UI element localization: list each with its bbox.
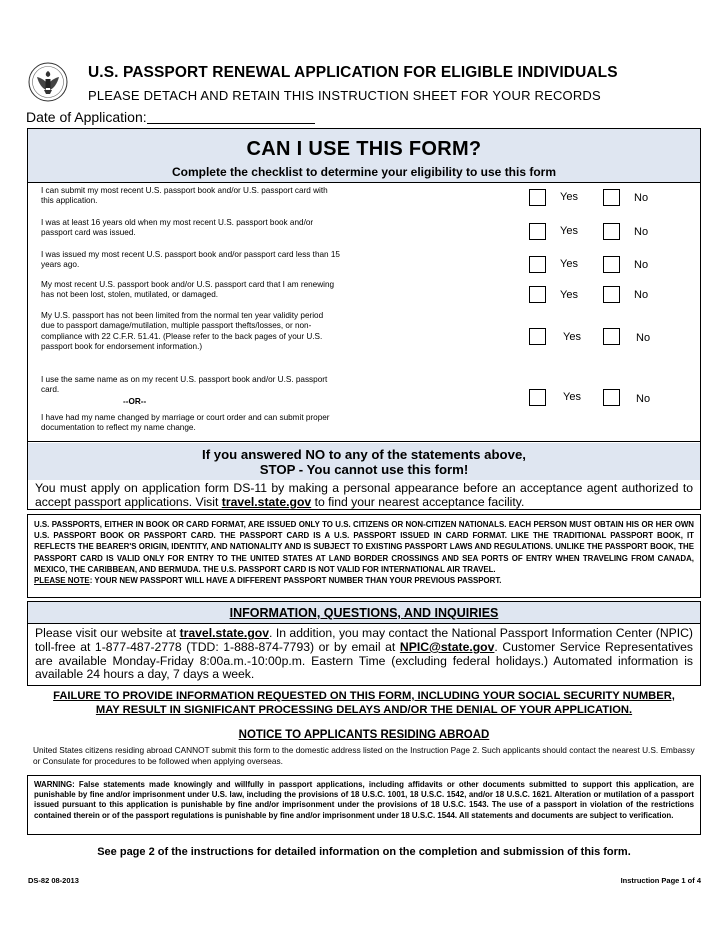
abroad-text: United States citizens residing abroad CANNOT submit this form to the domestic address listed on the Instruction Page 2. Such applicants should contact the nearest U.S. Embassy or Consulate for procedures to be followed when applying overseas. — [33, 745, 695, 767]
stop-line-1: If you answered NO to any of the statements above, — [202, 447, 526, 462]
info-text: . Customer Service Representatives are available Monday-Friday 8:00a.m.-10:00p.m. Eastern Time (excluding federal holidays.) Automated information is available 24 hours a day, 7 days a week. — [35, 639, 694, 682]
item-1-yes-checkbox[interactable] — [529, 189, 546, 206]
no-label: No — [634, 259, 649, 271]
information-box — [27, 601, 701, 686]
no-label: No — [634, 226, 649, 238]
information-heading: INFORMATION, QUESTIONS, AND INQUIRIES — [229, 606, 499, 620]
yes-label: Yes — [560, 289, 578, 301]
item-2-yes-checkbox[interactable] — [529, 223, 546, 240]
checklist-heading: CAN I USE THIS FORM? — [246, 138, 482, 160]
eligibility-checklist — [27, 128, 701, 510]
warning-box — [27, 775, 701, 835]
yes-label: Yes — [560, 191, 578, 203]
yes-label: Yes — [563, 391, 581, 403]
please-note-label: PLEASE NOTE — [34, 576, 90, 586]
no-label: No — [634, 192, 649, 204]
abroad-heading: NOTICE TO APPLICANTS RESIDING ABROAD — [238, 729, 490, 741]
item-4-no-checkbox[interactable] — [603, 286, 620, 303]
citizens-notice-box — [27, 514, 701, 598]
checklist-subheading: Complete the checklist to determine your eligibility to use this form — [171, 165, 557, 179]
warning-text: WARNING: False statements made knowingly and willfully in passport applications, including affidavits or other documents submitted to support this application, are punishable by fine and/or imprisonment under U.S. law, including the provisions of 18 U.S.C. 1001, 18 U.S.C. 1542, and/or 18 U.S.C. 1621. Alteration or mutilation of a passport issued pursuant to this application is punishable by fine and/or imprisonment under the provisions of 18 U.S.C. 1543. The use of a passport in violation of the restrictions contained therein or of the passport regulations is punishable by fine and/or imprisonment under 18 U.S.C. 1544. All statements and documents are subject to verification. — [34, 780, 694, 820]
checklist-item-4: My most recent U.S. passport book and/or U.S. passport card that I am renewing has not been lost, stolen, mutilated, or damaged. — [41, 280, 335, 300]
checklist-item-2: I was at least 16 years old when my most recent U.S. passport book and/or passport card was issued. — [41, 218, 314, 238]
apply-text-end: to find your nearest acceptance facility. — [311, 495, 525, 509]
citizens-notice — [34, 519, 694, 586]
no-label: No — [636, 332, 651, 344]
checklist-item-1: I can submit my most recent U.S. passport book and/or U.S. passport card with this application. — [41, 186, 328, 206]
item-6-yes-checkbox[interactable] — [529, 389, 546, 406]
item-2-no-checkbox[interactable] — [603, 223, 620, 240]
failure-notice — [27, 690, 701, 717]
item-3-yes-checkbox[interactable] — [529, 256, 546, 273]
please-note-text: : YOUR NEW PASSPORT WILL HAVE A DIFFERENT PASSPORT NUMBER THAN YOUR PREVIOUS PASSPORT. — [89, 576, 502, 586]
great-seal-icon — [28, 62, 68, 102]
item-5-no-checkbox[interactable] — [603, 328, 620, 345]
item-3-no-checkbox[interactable] — [603, 256, 620, 273]
form-number: DS-82 08-2013 — [28, 876, 79, 885]
stop-line-2: STOP - You cannot use this form! — [259, 462, 469, 477]
page-subtitle: PLEASE DETACH AND RETAIN THIS INSTRUCTION SHEET FOR YOUR RECORDS — [88, 88, 601, 103]
travel-state-gov-link[interactable]: travel.state.gov — [179, 626, 269, 640]
page-title: U.S. PASSPORT RENEWAL APPLICATION FOR ELIGIBLE INDIVIDUALS — [88, 64, 618, 81]
info-text: Please visit our website at — [35, 626, 180, 640]
item-4-yes-checkbox[interactable] — [529, 286, 546, 303]
citizens-notice-text: U.S. PASSPORTS, EITHER IN BOOK OR CARD FORMAT, ARE ISSUED ONLY TO U.S. CITIZENS OR NON-CITIZEN NATIONALS. EACH PERSON MUST OBTAIN HIS OR HER OWN U.S. PASSPORT BOOK OR PASSPORT CARD. THE PASSPORT CARD IS A U.S. PASSPORT ISSUED IN CARD FORMAT. LIKE THE TRADITIONAL PASSPORT BOOK, IT REFLECTS THE BEARER'S ORIGIN, IDENTITY, AND NATIONALITY AND IS SUBJECT TO EXISTING PASSPORT LAWS AND REGULATIONS. UNLIKE THE PASSPORT BOOK, THE PASSPORT CARD IS VALID ONLY FOR ENTRY TO THE UNITED STATES AT LAND BORDER CROSSINGS AND SEA PORTS OF ENTRY WHEN TRAVELING FROM CANADA, MEXICO, THE CARIBBEAN, AND BERMUDA. THE U.S. PASSPORT CARD IS NOT VALID FOR INTERNATIONAL AIR TRAVEL. — [34, 520, 694, 574]
no-label: No — [636, 393, 651, 405]
checklist-item-3: I was issued my most recent U.S. passport book and/or passport card less than 15 years ago. — [41, 250, 340, 270]
item-1-no-checkbox[interactable] — [603, 189, 620, 206]
info-text: . In addition, you may contact the National Passport Information Center (NPIC) toll-free at 1-877-487-2778 (TDD: 1-888-874-7793) or by email at — [35, 626, 693, 654]
travel-state-gov-link[interactable]: travel.state.gov — [221, 495, 312, 509]
yes-label: Yes — [560, 225, 578, 237]
checklist-item-6-alt: I have had my name changed by marriage or court order and can submit proper documentation to reflect my name change. — [41, 413, 330, 433]
apply-ds11-instructions — [35, 481, 693, 509]
checklist-item-6: I use the same name as on my recent U.S. passport book and/or U.S. passport card. — [41, 375, 328, 395]
date-label: Date of Application: — [26, 109, 147, 125]
page-number: Instruction Page 1 of 4 — [620, 876, 701, 885]
checklist-item-5: My U.S. passport has not been limited from the normal ten year validity period due to passport damage/mutilation, multiple passport thefts/losses, or non-compliance with 22 C.F.R. 51.41. (Please refer to the back pages of your U.S. passport book for endorsement information.) — [41, 311, 324, 351]
date-of-application — [26, 109, 315, 125]
date-of-application-field[interactable] — [147, 110, 315, 124]
apply-text: You must apply on application form DS-11 by making a personal appearance before an acceptance agent authorized to accept passport applications. Visit — [35, 481, 693, 509]
divider — [28, 441, 700, 442]
no-label: No — [634, 289, 649, 301]
divider — [28, 182, 700, 183]
failure-line-2: MAY RESULT IN SIGNIFICANT PROCESSING DELAYS AND/OR THE DENIAL OF YOUR APPLICATION. — [95, 703, 633, 716]
npic-email-link[interactable]: NPIC@state.gov — [399, 639, 495, 654]
see-page-2-note: See page 2 of the instructions for detailed information on the completion and submission of this form. — [97, 846, 631, 858]
failure-line-1: FAILURE TO PROVIDE INFORMATION REQUESTED ON THIS FORM, INCLUDING YOUR SOCIAL SECURITY NUMBER, — [53, 690, 675, 702]
information-body — [35, 627, 693, 682]
yes-label: Yes — [560, 258, 578, 270]
yes-label: Yes — [563, 331, 581, 343]
item-5-yes-checkbox[interactable] — [529, 328, 546, 345]
item-6-no-checkbox[interactable] — [603, 389, 620, 406]
or-separator: --OR-- — [123, 397, 147, 406]
